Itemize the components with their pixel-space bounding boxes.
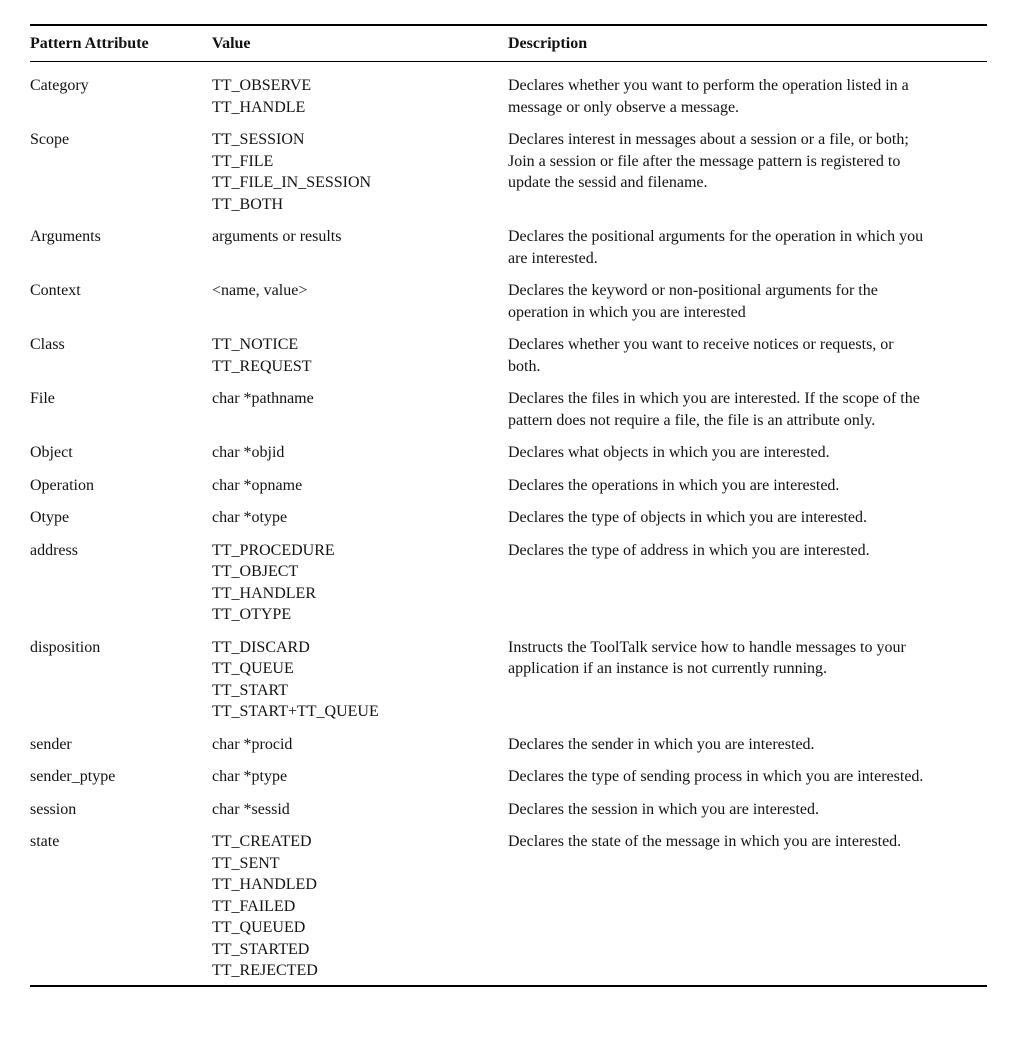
value-line: char *procid xyxy=(212,735,293,753)
table-row xyxy=(30,377,987,431)
description-cell: Declares the sender in which you are interested. xyxy=(508,735,815,753)
value-line: TT_HANDLED xyxy=(212,876,317,893)
value-line: char *objid xyxy=(212,444,285,461)
col-header-pattern-attribute: Pattern Attribute xyxy=(30,25,212,62)
table-row xyxy=(30,431,987,464)
pattern-attributes-table xyxy=(30,24,987,987)
table-row xyxy=(30,820,987,986)
value-line: TT_START+TT_QUEUE xyxy=(212,703,379,720)
value-line: TT_REJECTED xyxy=(212,962,318,979)
value-cell xyxy=(212,820,508,986)
description-cell: Declares the keyword or non-positional arguments for the operation in which you are interested xyxy=(508,282,878,321)
value-cell xyxy=(212,464,508,497)
value-line: TT_NOTICE xyxy=(212,336,299,353)
description-cell: Declares whether you want to perform the operation listed in a message or only observe a message. xyxy=(508,77,909,116)
table-row xyxy=(30,118,987,215)
value-cell xyxy=(212,529,508,626)
table-row xyxy=(30,269,987,323)
header-row xyxy=(30,25,987,62)
value-line: char *pathname xyxy=(212,390,314,407)
description-cell: Declares the operations in which you are interested. xyxy=(508,476,840,494)
attribute-cell: session xyxy=(30,800,77,818)
value-cell xyxy=(212,755,508,788)
table-row xyxy=(30,755,987,788)
value-line: TT_HANDLER xyxy=(212,584,316,602)
table-row xyxy=(30,323,987,377)
value-line: TT_STARTED xyxy=(212,940,310,958)
value-line: TT_FILE_IN_SESSION xyxy=(212,174,372,191)
col-header-value: Value xyxy=(212,25,508,62)
attribute-cell: sender_ptype xyxy=(30,768,116,785)
attribute-cell: disposition xyxy=(30,638,101,656)
description-cell: Declares whether you want to receive notices or requests, or both. xyxy=(508,336,894,375)
description-cell: Declares the files in which you are interested. If the scope of the pattern does not require a file, the file is an attribute only. xyxy=(508,390,920,429)
value-cell xyxy=(212,62,508,119)
value-line: TT_REQUEST xyxy=(212,357,312,375)
value-line: TT_OTYPE xyxy=(212,606,292,623)
value-line: TT_SENT xyxy=(212,854,280,872)
table-row xyxy=(30,62,987,119)
value-cell xyxy=(212,788,508,821)
attribute-cell: state xyxy=(30,833,60,850)
value-cell xyxy=(212,118,508,215)
table-row xyxy=(30,464,987,497)
value-cell xyxy=(212,496,508,529)
value-line: char *opname xyxy=(212,476,303,494)
value-cell xyxy=(212,431,508,464)
attribute-cell: address xyxy=(30,541,78,559)
attribute-cell: Category xyxy=(30,77,89,94)
attribute-cell: Scope xyxy=(30,131,70,148)
value-line: TT_HANDLE xyxy=(212,98,306,116)
attribute-cell: Operation xyxy=(30,476,94,494)
value-line: TT_CREATED xyxy=(212,833,312,850)
value-line: <name, value> xyxy=(212,282,308,299)
value-line: TT_SESSION xyxy=(212,131,305,148)
value-cell xyxy=(212,626,508,723)
value-line: char *otype xyxy=(212,509,288,526)
table-header xyxy=(30,25,987,62)
col-header-description: Description xyxy=(508,25,987,62)
attribute-cell: Arguments xyxy=(30,228,101,245)
table-row xyxy=(30,723,987,756)
table-row xyxy=(30,626,987,723)
attribute-cell: sender xyxy=(30,735,72,753)
value-line: TT_OBJECT xyxy=(212,563,299,580)
description-cell: Instructs the ToolTalk service how to handle messages to your application if an instance is not currently running. xyxy=(508,638,906,677)
value-line: TT_FILE xyxy=(212,152,274,170)
value-line: TT_PROCEDURE xyxy=(212,541,335,559)
value-line: TT_FAILED xyxy=(212,897,296,915)
description-cell: Declares what objects in which you are interested. xyxy=(508,444,830,461)
table-body xyxy=(30,62,987,986)
attribute-cell: Otype xyxy=(30,509,70,526)
description-cell: Declares interest in messages about a session or a file, or both; Join a session or file after the message pattern is registered to update the sessid and filename. xyxy=(508,131,909,191)
value-line: TT_OBSERVE xyxy=(212,77,312,94)
value-line: TT_QUEUE xyxy=(212,660,294,677)
attribute-cell: Class xyxy=(30,336,65,353)
value-line: TT_START xyxy=(212,681,288,699)
value-cell xyxy=(212,377,508,431)
value-cell xyxy=(212,323,508,377)
value-line: char *ptype xyxy=(212,768,288,785)
description-cell: Declares the positional arguments for the operation in which you are interested. xyxy=(508,228,924,267)
value-line: arguments or results xyxy=(212,228,342,245)
value-line: TT_BOTH xyxy=(212,195,284,213)
value-line: char *sessid xyxy=(212,800,290,818)
description-cell: Declares the state of the message in which you are interested. xyxy=(508,833,902,850)
table-row xyxy=(30,496,987,529)
value-line: TT_DISCARD xyxy=(212,638,310,656)
table-row xyxy=(30,529,987,626)
description-cell: Declares the type of sending process in which you are interested. xyxy=(508,768,924,785)
value-cell xyxy=(212,215,508,269)
attribute-cell: Object xyxy=(30,444,73,461)
value-cell xyxy=(212,723,508,756)
value-cell xyxy=(212,269,508,323)
description-cell: Declares the session in which you are interested. xyxy=(508,800,820,818)
description-cell: Declares the type of objects in which you are interested. xyxy=(508,509,867,526)
value-line: TT_QUEUED xyxy=(212,919,306,936)
attribute-cell: File xyxy=(30,390,55,407)
attribute-cell: Context xyxy=(30,282,81,299)
description-cell: Declares the type of address in which you are interested. xyxy=(508,541,870,559)
table-row xyxy=(30,215,987,269)
table-row xyxy=(30,788,987,821)
